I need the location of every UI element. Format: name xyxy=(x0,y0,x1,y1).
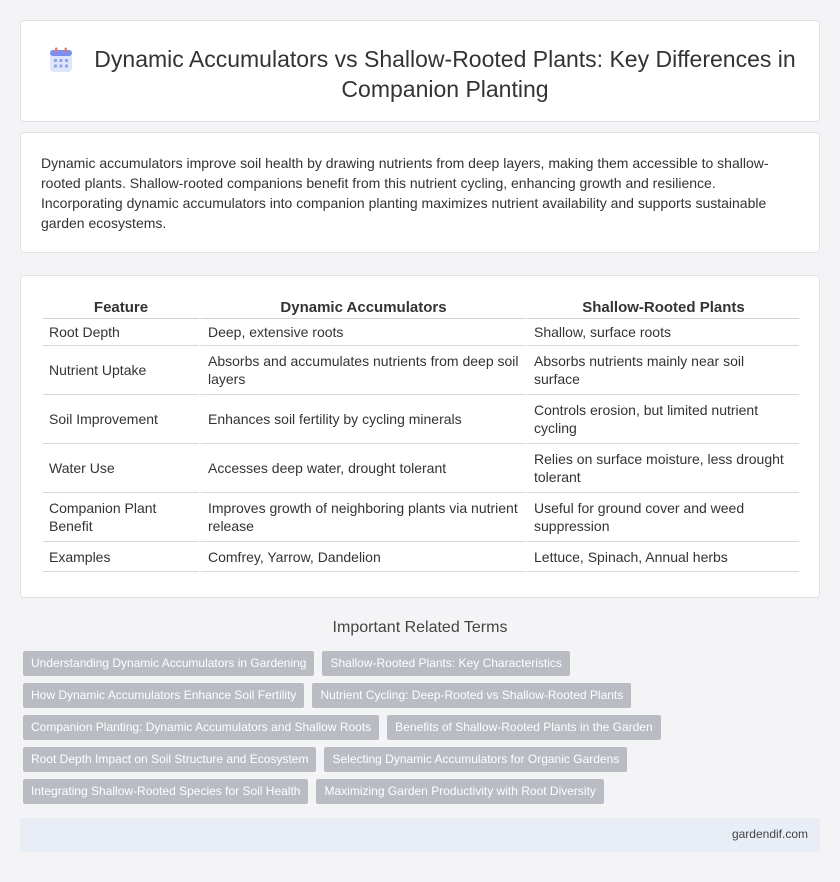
footer-site-link[interactable]: gardendif.com xyxy=(731,827,808,841)
related-terms-title: Important Related Terms xyxy=(332,619,508,636)
comparison-table xyxy=(43,297,799,572)
table-cell: Nutrient Uptake xyxy=(43,346,199,395)
related-tags-row xyxy=(23,779,604,804)
table-cell: Deep, extensive roots xyxy=(199,319,525,346)
related-tags-row xyxy=(23,651,570,676)
table-cell: Lettuce, Spinach, Annual herbs xyxy=(525,542,799,572)
table-cell: Accesses deep water, drought tolerant xyxy=(199,444,525,493)
related-tag[interactable]: Benefits of Shallow-Rooted Plants in the Garden xyxy=(387,715,660,740)
related-tag[interactable]: Companion Planting: Dynamic Accumulators and Shallow Roots xyxy=(23,715,379,740)
table-row xyxy=(43,542,799,572)
related-tag[interactable]: Maximizing Garden Productivity with Root Diversity xyxy=(316,779,603,804)
footer xyxy=(20,818,820,852)
related-tag[interactable]: Selecting Dynamic Accumulators for Organic Gardens xyxy=(324,747,627,772)
header-card xyxy=(20,20,820,122)
table-cell: Soil Improvement xyxy=(43,395,199,444)
related-tag[interactable]: How Dynamic Accumulators Enhance Soil Fertility xyxy=(23,683,304,708)
table-cell: Shallow, surface roots xyxy=(525,319,799,346)
related-tag[interactable]: Integrating Shallow-Rooted Species for Soil Health xyxy=(23,779,308,804)
related-tag[interactable]: Nutrient Cycling: Deep-Rooted vs Shallow-Rooted Plants xyxy=(312,683,631,708)
table-row xyxy=(43,493,799,542)
calendar-icon xyxy=(49,47,73,73)
table-cell: Relies on surface moisture, less drought tolerant xyxy=(525,444,799,493)
table-cell: Companion Plant Benefit xyxy=(43,493,199,542)
comparison-table-card xyxy=(20,275,820,598)
intro-text: Dynamic accumulators improve soil health by drawing nutrients from deep layers, making them accessible to shallow-rooted plants. Shallow-rooted companions benefit from this nutrient cycling, enhancing growth and resilience. Incorporating dynamic accumulators into companion planting maximizes nutrient availability and supports sustainable garden ecosystems. xyxy=(41,155,769,231)
related-tags-row xyxy=(23,683,631,708)
related-tag[interactable]: Shallow-Rooted Plants: Key Characteristics xyxy=(322,651,569,676)
header-shallow-rooted-plants: Shallow-Rooted Plants xyxy=(525,297,799,319)
table-row xyxy=(43,319,799,346)
table-row xyxy=(43,395,799,444)
page-title: Dynamic Accumulators vs Shallow-Rooted Plants: Key Differences in Companion Planting xyxy=(94,46,796,102)
related-tag[interactable]: Understanding Dynamic Accumulators in Gardening xyxy=(23,651,314,676)
table-row xyxy=(43,346,799,395)
related-tags-row xyxy=(23,747,627,772)
table-cell: Examples xyxy=(43,542,199,572)
table-cell: Controls erosion, but limited nutrient cycling xyxy=(525,395,799,444)
table-row xyxy=(43,444,799,493)
table-cell: Improves growth of neighboring plants via nutrient release xyxy=(199,493,525,542)
related-tag[interactable]: Root Depth Impact on Soil Structure and Ecosystem xyxy=(23,747,316,772)
table-header-row xyxy=(43,297,799,319)
table-cell: Water Use xyxy=(43,444,199,493)
header-dynamic-accumulators: Dynamic Accumulators xyxy=(199,297,525,319)
intro-card xyxy=(20,132,820,253)
header-feature: Feature xyxy=(43,297,199,319)
table-cell: Useful for ground cover and weed suppression xyxy=(525,493,799,542)
related-tags-row xyxy=(23,715,661,740)
table-cell: Absorbs nutrients mainly near soil surface xyxy=(525,346,799,395)
table-cell: Comfrey, Yarrow, Dandelion xyxy=(199,542,525,572)
table-cell: Enhances soil fertility by cycling minerals xyxy=(199,395,525,444)
table-cell: Root Depth xyxy=(43,319,199,346)
table-cell: Absorbs and accumulates nutrients from deep soil layers xyxy=(199,346,525,395)
